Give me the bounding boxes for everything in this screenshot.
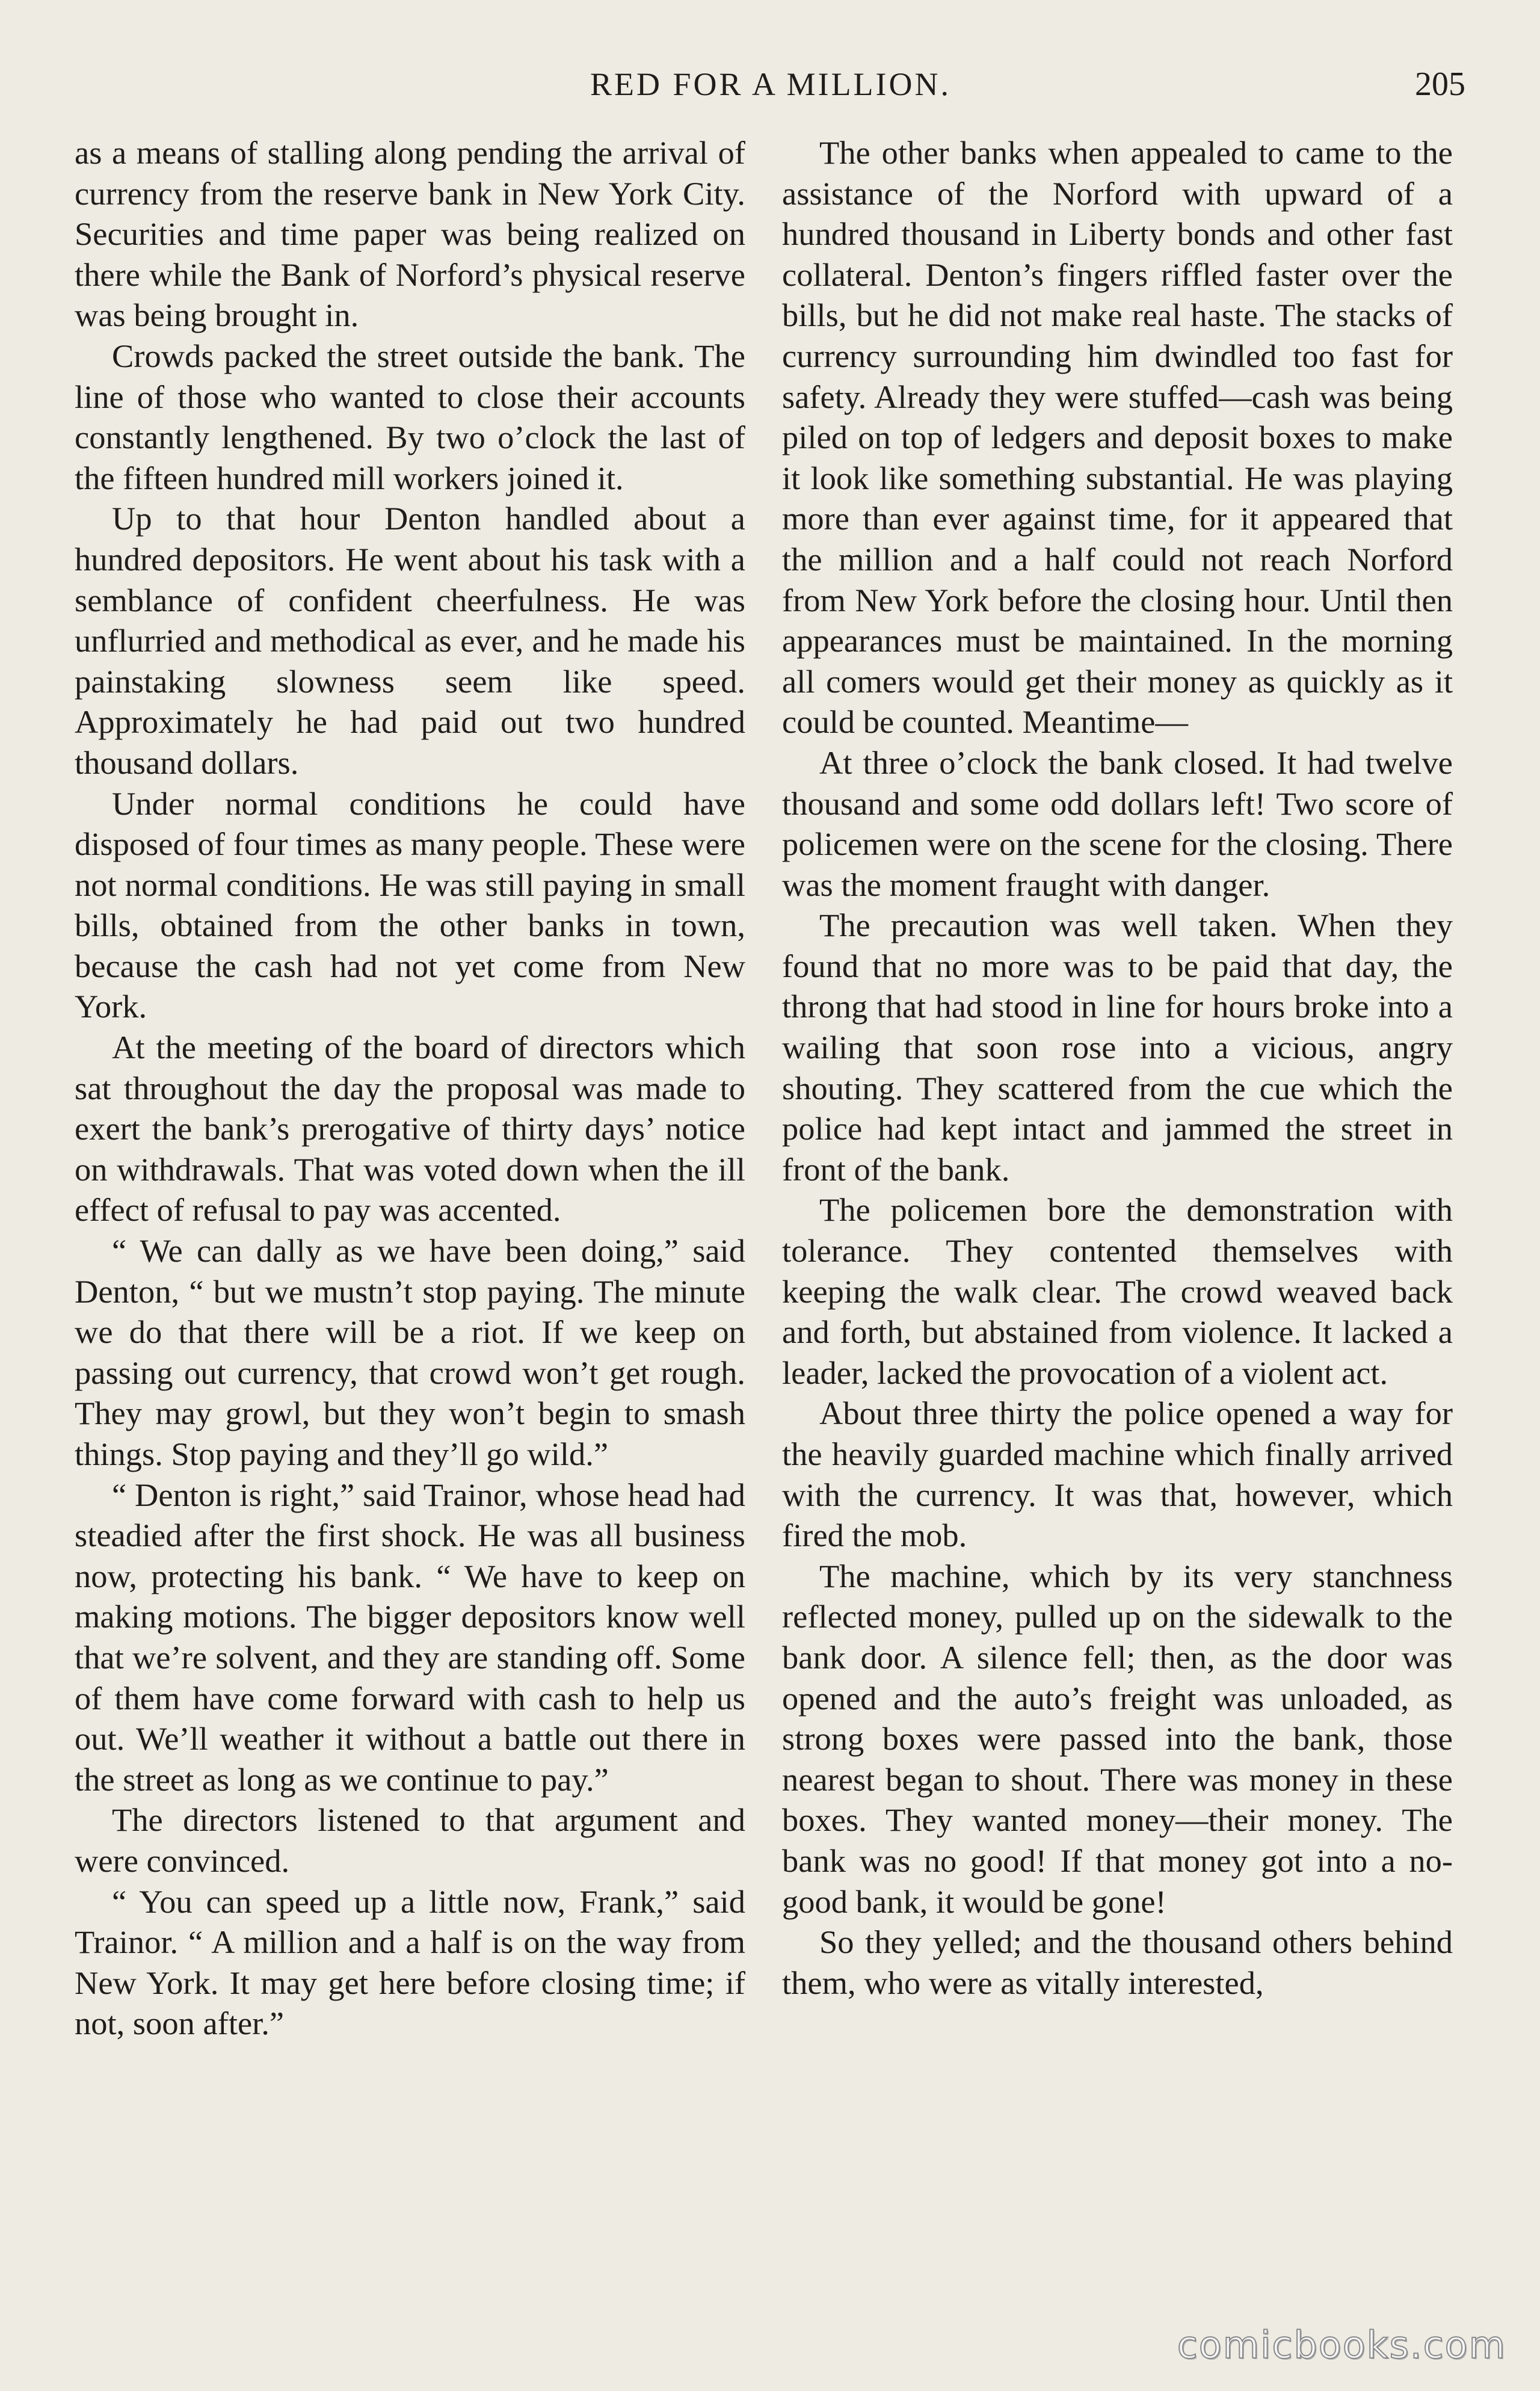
paragraph: as a means of stalling along pending the arrival of currency from the reserve bank in New York City. Securities and time paper was being realized on there while the Bank of Norford’s physical reserve was being brought in.	[75, 134, 745, 334]
left-column	[75, 132, 745, 2322]
paragraph: At three o’clock the bank closed. It had twelve thousand and some odd dollars left! Two score of policemen were on the scene for the closing. There was the moment fraught with danger.	[782, 744, 1453, 903]
paragraph: “ You can speed up a little now, Frank,” said Trainor. “ A million and a half is on the way from New York. It may get here before closing time; if not, soon after.”	[75, 1883, 745, 2042]
paragraph: The policemen bore the demonstration with tolerance. They contented themselves with keeping the walk clear. The crowd weaved back and forth, but abstained from violence. It lacked a leader, lacked the provocation of a violent act.	[782, 1191, 1453, 1391]
paragraph: The machine, which by its very stanchness reflected money, pulled up on the sidewalk to the bank door. A silence fell; then, as the door was opened and the auto’s freight was unloaded, as strong boxes were passed into the bank, those nearest began to shout. There was money in these boxes. They wanted money—their money. The bank was no good! If that money got into a no-good bank, it would be gone!	[782, 1557, 1453, 1920]
page-number: 205	[1415, 66, 1465, 103]
paragraph: The directors listened to that argument and were convinced.	[75, 1801, 745, 1879]
running-head: RED FOR A MILLION.	[590, 66, 952, 102]
paragraph: “ We can dally as we have been doing,” said Denton, “ but we mustn’t stop paying. The minute we do that there will be a riot. If we keep on passing out currency, that crowd won’t get rough. They may growl, but they won’t begin to smash things. Stop paying and they’ll go wild.”	[75, 1232, 745, 1472]
right-column	[782, 132, 1453, 2322]
paragraph: “ Denton is right,” said Trainor, whose head had steadied after the first shock. He was all business now, protecting his bank. “ We have to keep on making motions. The bigger depositors know well that we’re solvent, and they are standing off. Some of them have come forward with cash to help us out. We’ll weather it without a battle out there in the street as long as we continue to pay.”	[75, 1476, 745, 1798]
paragraph: The precaution was well taken. When they found that no more was to be paid that day, the throng that had stood in line for hours broke into a wailing that soon rose into a vicious, angry shouting. They scattered from the cue which the police had kept intact and jammed the street in front of the bank.	[782, 907, 1453, 1188]
paragraph: Under normal conditions he could have disposed of four times as many people. These were not normal conditions. He was still paying in small bills, obtained from the other banks in town, because the cash had not yet come from New York.	[75, 785, 745, 1025]
paragraph: Up to that hour Denton handled about a hundred depositors. He went about his task with a semblance of confident cheerfulness. He was unflurried and methodical as ever, and he made his painstaking slowness seem like speed. Approximately he had paid out two hundred thousand dollars.	[75, 500, 745, 781]
paragraph: Crowds packed the street outside the bank. The line of those who wanted to close their accounts constantly lengthened. By two o’clock the last of the fifteen hundred mill workers joined it.	[75, 337, 745, 496]
watermark: comicbooks.com	[1177, 2323, 1506, 2367]
paragraph: About three thirty the police opened a way for the heavily guarded machine which finally arrived with the currency. It was that, however, which fired the mob.	[782, 1395, 1453, 1554]
paragraph: So they yelled; and the thousand others behind them, who were as vitally interested,	[782, 1924, 1453, 2001]
paragraph: The other banks when appealed to came to the assistance of the Norford with upward of a hundred thousand in Liberty bonds and other fast collateral. Denton’s fingers riffled faster over the bills, but he did not make real haste. The stacks of currency surrounding him dwindled too fast for safety. Already they were stuffed—cash was being piled on top of ledgers and deposit boxes to make it look like something substantial. He was playing more than ever against time, for it appeared that the million and a half could not reach Norford from New York before the closing hour. Until then appearances must be maintained. In the morning all comers would get their money as quickly as it could be counted. Meantime—	[782, 134, 1453, 741]
paragraph: At the meeting of the board of directors which sat throughout the day the proposal was made to exert the bank’s prerogative of thirty days’ notice on withdrawals. That was voted down when the ill effect of refusal to pay was accented.	[75, 1029, 745, 1229]
page-header	[76, 60, 1465, 108]
